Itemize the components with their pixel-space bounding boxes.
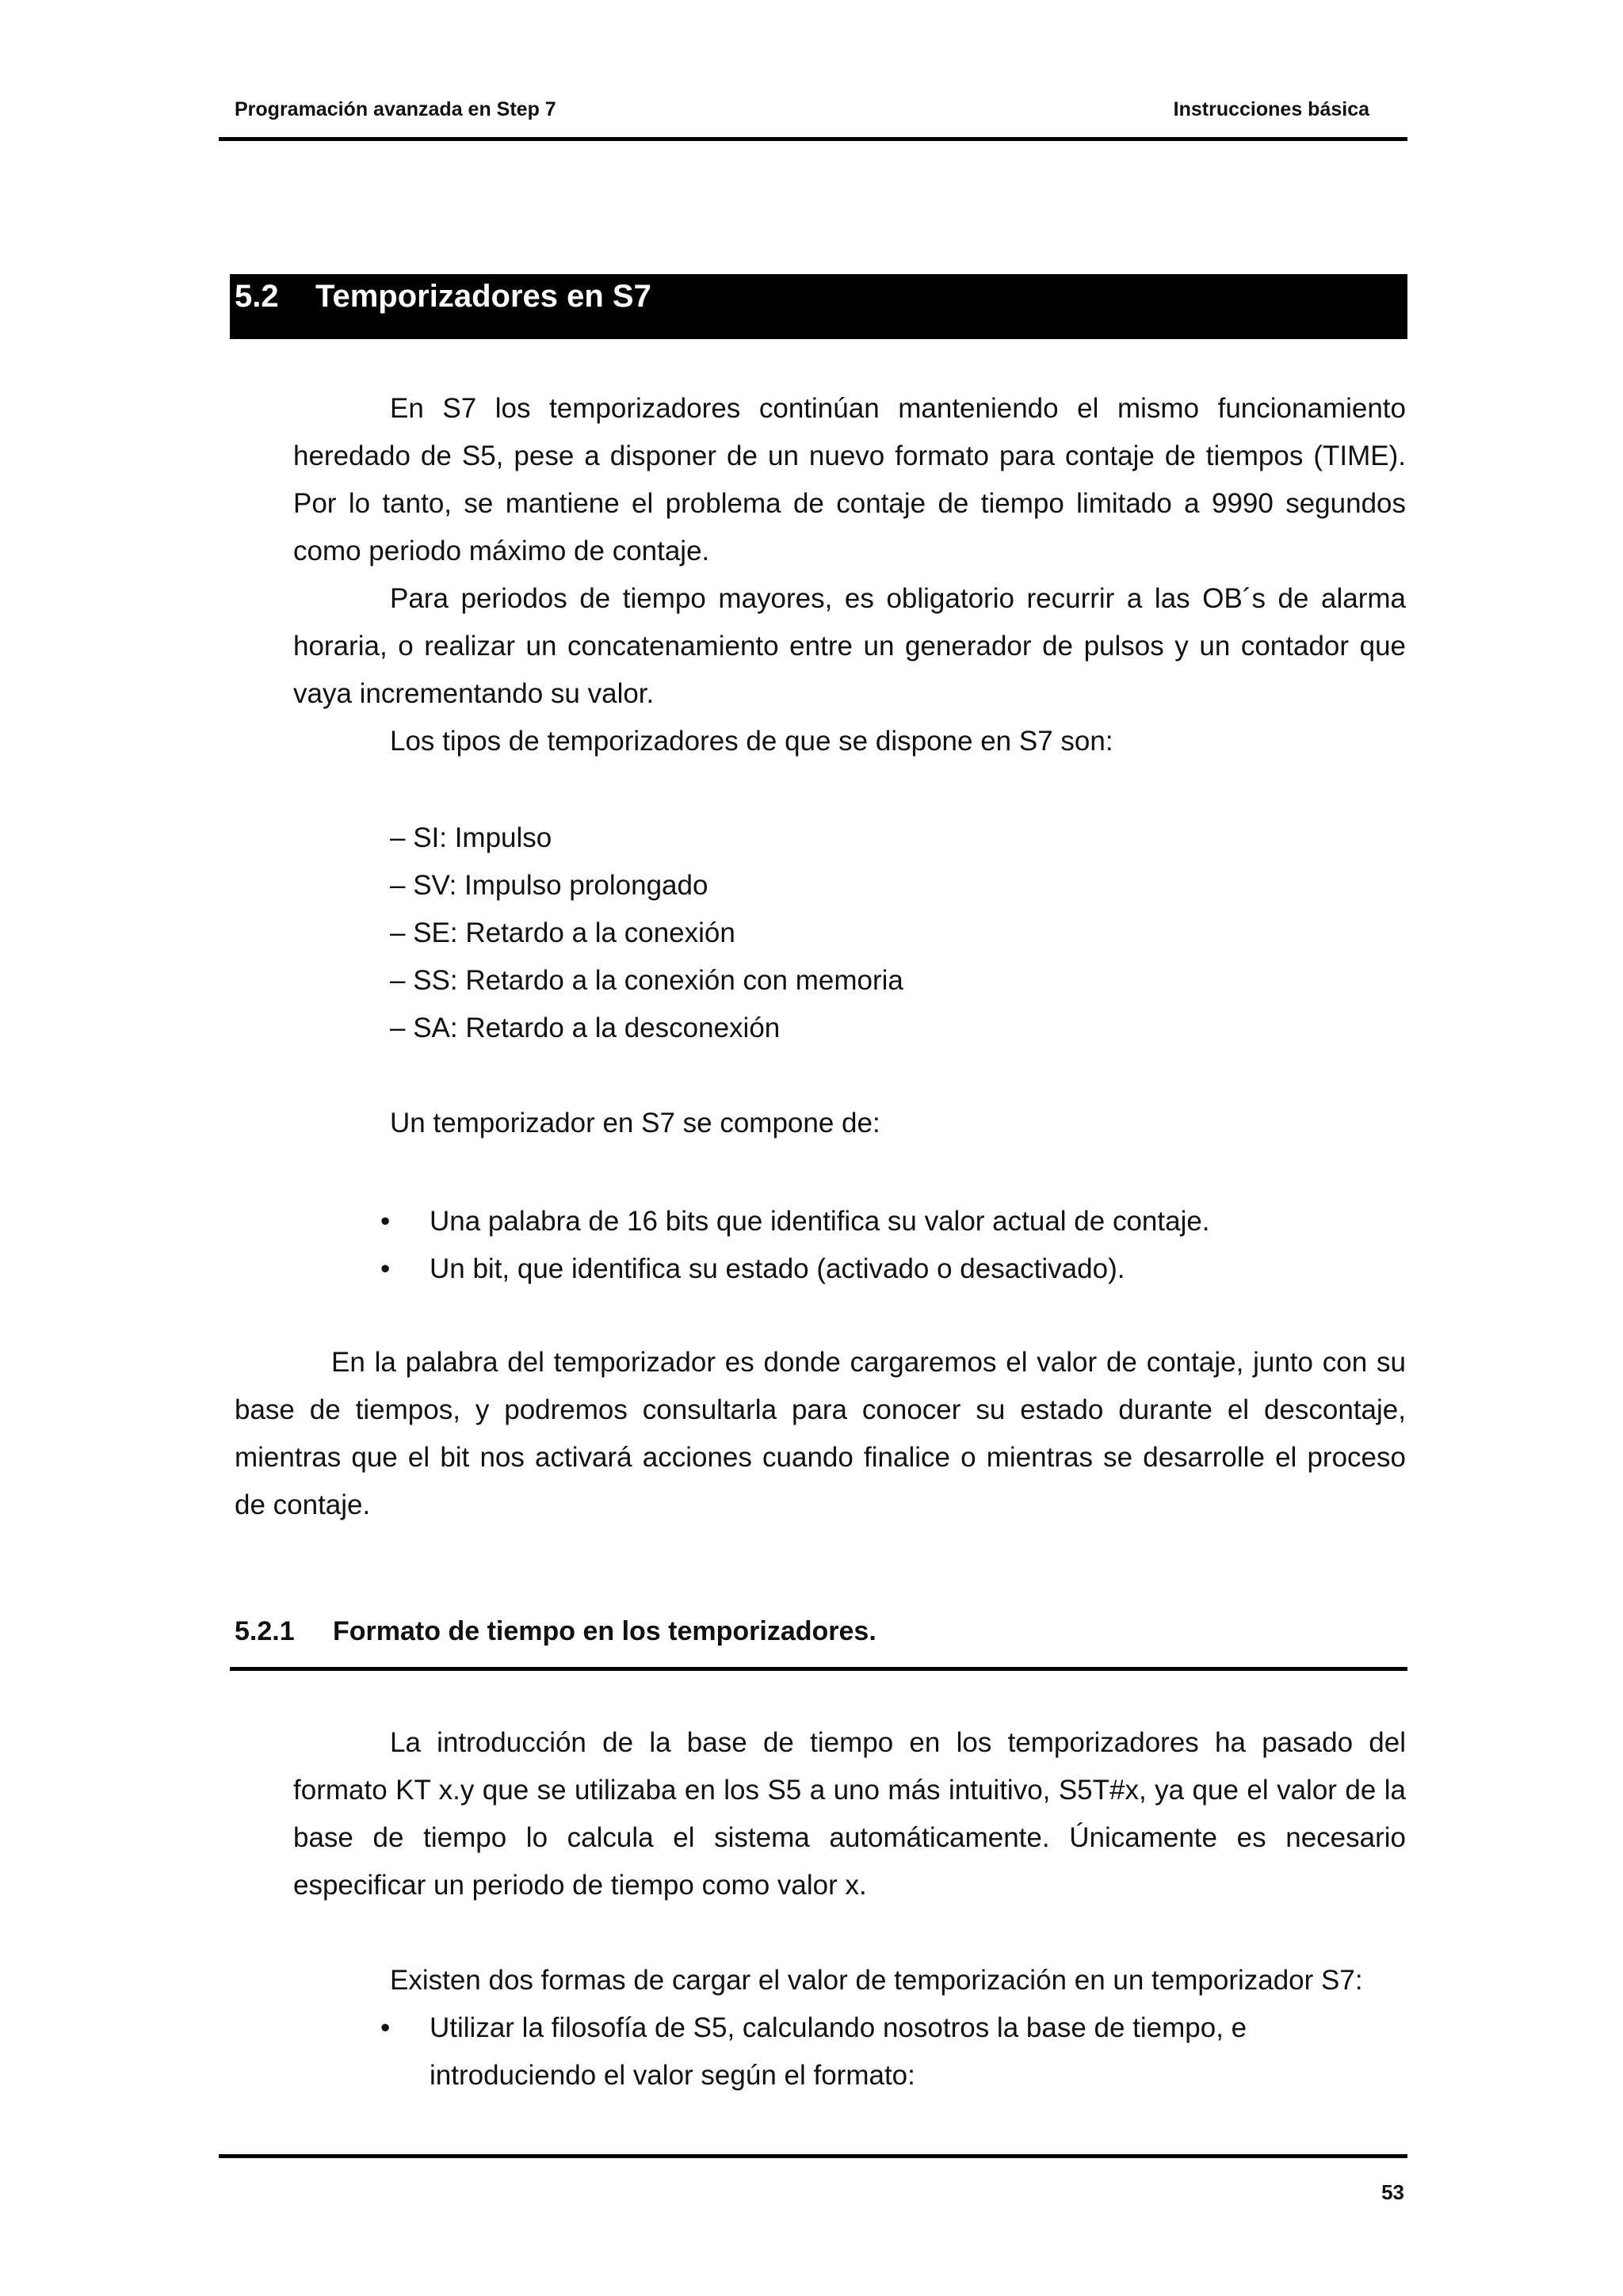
list-item-text: Utilizar la filosofía de S5, calculando nosotros la base de tiempo, e introduciendo el valor según el formato: <box>430 2012 1247 2091</box>
header-book-title: Programación avanzada en Step 7 <box>235 98 556 120</box>
load-methods-list <box>380 2004 1316 2100</box>
list-item: – SV: Impulso prolongado <box>390 870 708 901</box>
list-item <box>380 1198 1210 1245</box>
subsection-divider <box>230 1667 1407 1671</box>
section-title: Temporizadores en S7 <box>315 279 651 314</box>
page-number: 53 <box>1381 2180 1404 2204</box>
bullet-icon: • <box>380 1206 391 1237</box>
list-item <box>380 2004 1316 2100</box>
paragraph-long-periods: Para periodos de tiempo mayores, es obligatorio recurrir a las OB´s de alarma horaria, o realizar un concatenamiento entre un generador de pulsos y un contador que vaya incrementando su valor. <box>293 583 1406 709</box>
footer-divider <box>219 2154 1407 2158</box>
paragraph-intro: En S7 los temporizadores continúan manteniendo el mismo funcionamiento heredado de S5, pese a disponer de un nuevo formato para contaje de tiempos (TIME). Por lo tanto, se mantiene el problema de contaje de tiempo limitado a 9990 segundos como periodo máximo de contaje. <box>293 393 1406 566</box>
list-item-text: Una palabra de 16 bits que identifica su valor actual de contaje. <box>430 1206 1210 1237</box>
section-number: 5.2 <box>235 279 279 314</box>
paragraph-timer-types-intro: Los tipos de temporizadores de que se dispone en S7 son: <box>390 726 1113 757</box>
list-item-text: Un bit, que identifica su estado (activado o desactivado). <box>430 1253 1125 1284</box>
bullet-icon: • <box>380 1253 391 1284</box>
paragraph-time-format: La introducción de la base de tiempo en los temporizadores ha pasado del formato KT x.y que se utilizaba en los S5 a uno más intuitivo, S5T#x, ya que el valor de la base de tiempo lo calcula el sistema automáticamente. Únicamente es necesario especificar un periodo de tiempo como valor x. <box>293 1727 1406 1901</box>
timer-components-list <box>380 1198 1210 1293</box>
header-chapter-title: Instrucciones básica <box>1173 98 1369 120</box>
section-heading <box>230 274 1407 339</box>
list-item: – SA: Retardo a la desconexión <box>390 1013 781 1043</box>
list-item <box>380 1245 1210 1293</box>
bullet-icon: • <box>380 2012 391 2043</box>
list-item: – SS: Retardo a la conexión con memoria <box>390 965 903 996</box>
paragraph-timer-word: En la palabra del temporizador es donde cargaremos el valor de contaje, junto con su base de tiempos, y podremos consultarla para conocer su estado durante el descontaje, mientras que el bit nos activará acciones cuando finalice o mientras se desarrolle el proceso de contaje. <box>235 1347 1406 1520</box>
list-item: – SE: Retardo a la conexión <box>390 917 735 948</box>
subsection-number: 5.2.1 <box>235 1616 295 1646</box>
timer-types-list <box>390 814 903 1052</box>
paragraph-load-methods-intro: Existen dos formas de cargar el valor de temporización en un temporizador S7: <box>390 1965 1363 1996</box>
list-item: – SI: Impulso <box>390 822 552 853</box>
header-divider <box>219 137 1407 141</box>
running-header <box>235 98 1369 127</box>
subsection-title: Formato de tiempo en los temporizadores. <box>333 1616 876 1646</box>
paragraph-timer-components-intro: Un temporizador en S7 se compone de: <box>390 1108 880 1138</box>
